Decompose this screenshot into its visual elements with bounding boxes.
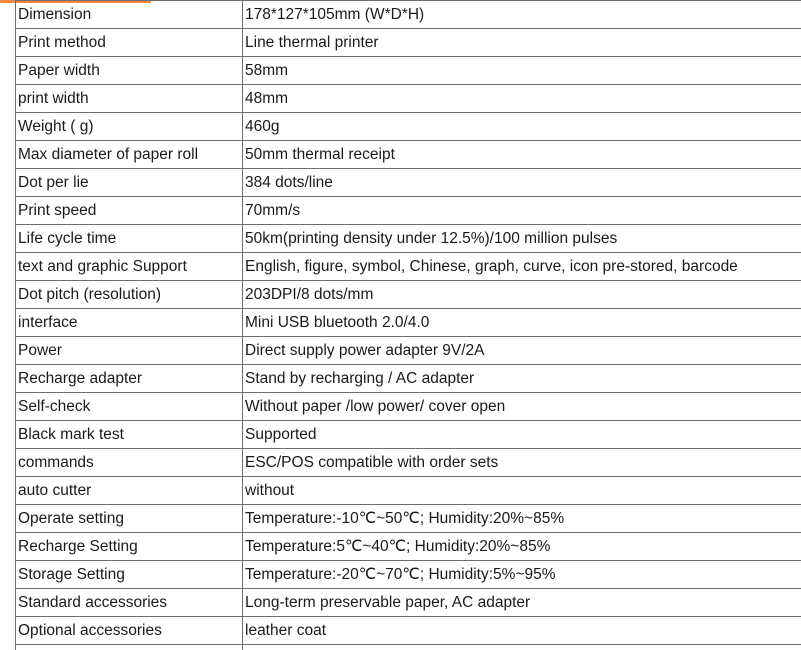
spec-value: Stand by recharging / AC adapter bbox=[243, 365, 801, 393]
spec-value: Line thermal printer bbox=[243, 29, 801, 57]
spec-value: Long-term preservable paper, AC adapter bbox=[243, 589, 801, 617]
spec-label: Optional accessories bbox=[16, 617, 243, 645]
spec-row-recharge-setting bbox=[16, 533, 801, 561]
spec-value: 178*127*105mm (W*D*H) bbox=[243, 1, 801, 29]
spec-label: interface bbox=[16, 309, 243, 337]
spec-row-operate-setting bbox=[16, 505, 801, 533]
spec-label: commands bbox=[16, 449, 243, 477]
spec-table-body bbox=[16, 1, 801, 650]
spec-label-empty bbox=[16, 645, 243, 650]
spec-value: Without paper /low power/ cover open bbox=[243, 393, 801, 421]
spec-value: Temperature:-10℃~50℃; Humidity:20%~85% bbox=[243, 505, 801, 533]
spec-row-paper-width bbox=[16, 57, 801, 85]
spec-value: 58mm bbox=[243, 57, 801, 85]
spec-row-power bbox=[16, 337, 801, 365]
spec-value: Temperature:-20℃~70℃; Humidity:5%~95% bbox=[243, 561, 801, 589]
spec-value: 48mm bbox=[243, 85, 801, 113]
spec-row-commands bbox=[16, 449, 801, 477]
spec-row-dot-pitch bbox=[16, 281, 801, 309]
spec-row-print-width bbox=[16, 85, 801, 113]
spec-label: Storage Setting bbox=[16, 561, 243, 589]
spec-label: Dimension bbox=[16, 1, 243, 29]
spec-label: Operate setting bbox=[16, 505, 243, 533]
spec-label: Black mark test bbox=[16, 421, 243, 449]
spec-row-self-check bbox=[16, 393, 801, 421]
spec-value: 50mm thermal receipt bbox=[243, 141, 801, 169]
spec-label: Recharge Setting bbox=[16, 533, 243, 561]
spec-row-auto-cutter bbox=[16, 477, 801, 505]
spec-value: 70mm/s bbox=[243, 197, 801, 225]
spec-label: Recharge adapter bbox=[16, 365, 243, 393]
spec-row-standard-accessories bbox=[16, 589, 801, 617]
spec-label: Print speed bbox=[16, 197, 243, 225]
spec-row-text-graphic-support bbox=[16, 253, 801, 281]
spec-value: without bbox=[243, 477, 801, 505]
spec-row-interface bbox=[16, 309, 801, 337]
spec-label: Max diameter of paper roll bbox=[16, 141, 243, 169]
spec-value-empty bbox=[243, 645, 801, 650]
spec-row-cut-off bbox=[16, 645, 801, 650]
spec-value: leather coat bbox=[243, 617, 801, 645]
spec-label: text and graphic Support bbox=[16, 253, 243, 281]
spec-value: Temperature:5℃~40℃; Humidity:20%~85% bbox=[243, 533, 801, 561]
spec-row-print-speed bbox=[16, 197, 801, 225]
spec-value: 460g bbox=[243, 113, 801, 141]
spec-label: Standard accessories bbox=[16, 589, 243, 617]
spec-value: 50km(printing density under 12.5%)/100 million pulses bbox=[243, 225, 801, 253]
spec-value: Direct supply power adapter 9V/2A bbox=[243, 337, 801, 365]
spec-row-storage-setting bbox=[16, 561, 801, 589]
spec-row-print-method bbox=[16, 29, 801, 57]
spec-row-optional-accessories bbox=[16, 617, 801, 645]
spec-value: Mini USB bluetooth 2.0/4.0 bbox=[243, 309, 801, 337]
spec-row-weight bbox=[16, 113, 801, 141]
spec-label: Power bbox=[16, 337, 243, 365]
spec-value: 384 dots/line bbox=[243, 169, 801, 197]
spec-row-dots-per-line bbox=[16, 169, 801, 197]
spec-row-black-mark-test bbox=[16, 421, 801, 449]
spec-row-paper-roll-diameter bbox=[16, 141, 801, 169]
spec-row-dimension bbox=[16, 1, 801, 29]
spec-label: auto cutter bbox=[16, 477, 243, 505]
spec-label: Dot per lie bbox=[16, 169, 243, 197]
spec-value: English, figure, symbol, Chinese, graph, curve, icon pre-stored, barcode bbox=[243, 253, 801, 281]
spec-label: Paper width bbox=[16, 57, 243, 85]
spec-table bbox=[15, 0, 801, 650]
spec-label: Self-check bbox=[16, 393, 243, 421]
spec-label: Print method bbox=[16, 29, 243, 57]
spec-value: ESC/POS compatible with order sets bbox=[243, 449, 801, 477]
spec-label: Dot pitch (resolution) bbox=[16, 281, 243, 309]
spec-value: 203DPI/8 dots/mm bbox=[243, 281, 801, 309]
spec-label: Life cycle time bbox=[16, 225, 243, 253]
spec-label: print width bbox=[16, 85, 243, 113]
spec-value: Supported bbox=[243, 421, 801, 449]
spec-label: Weight ( g) bbox=[16, 113, 243, 141]
spec-row-recharge-adapter bbox=[16, 365, 801, 393]
spec-row-life-cycle bbox=[16, 225, 801, 253]
